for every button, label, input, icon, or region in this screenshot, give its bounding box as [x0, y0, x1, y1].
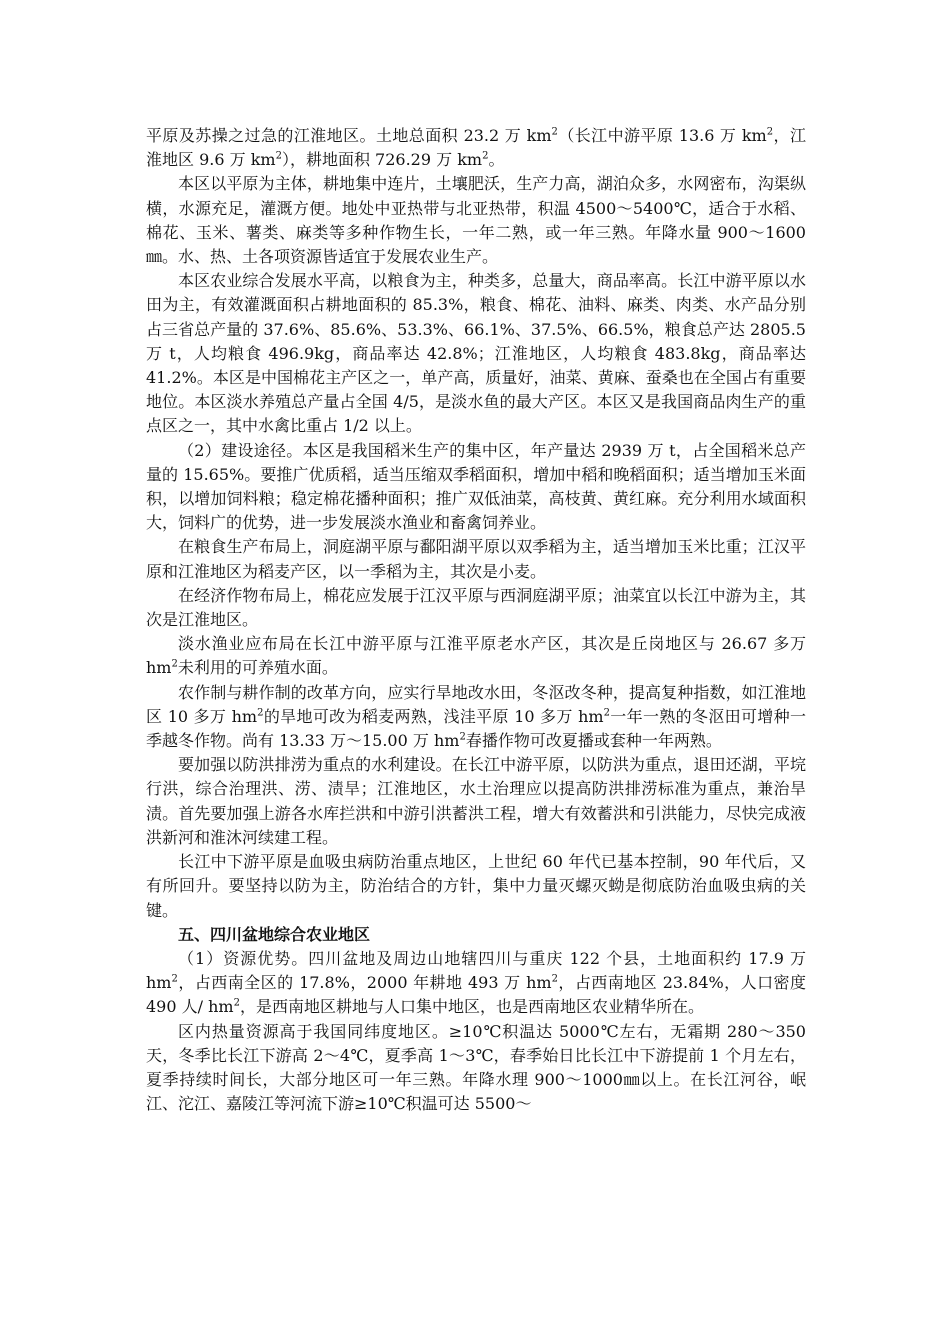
body-paragraph [146, 681, 806, 754]
superscript: 2 [603, 707, 610, 719]
text-fragment: 本区农业综合发展水平高，以粮食为主，种类多，总量大，商品率高。长江中游平原以水田为主，有效灌溉面积占耕地面积的 85.3%，粮食、棉花、油料、麻类、肉类、水产品分别占三省总产量的 37.6%、85.6%、53.3%、66.1%、37.5%、66.5%，粮食总产达 2805.5 万 t，人均粮食 496.9kg，商品率达 42.8%；江淮地区，人均粮食 483.8kg，商品率达 41.2%。本区是中国棉花主产区之一，单产高，质量好，油菜、黄麻、蚕桑也在全国占有重要地位。本区淡水养殖总产量占全国 4/5，是淡水鱼的最大产区。本区又是我国商品肉生产的重点区之一，其中水禽比重占 1/2 以上。 [146, 271, 806, 436]
body-paragraph [146, 632, 806, 680]
text-fragment: 长江中下游平原是血吸虫病防治重点地区，上世纪 60 年代已基本控制，90 年代后，又有所回升。要坚持以防为主，防治结合的方针，集中力量灭螺灭蚴是彻底防治血吸虫病的关键。 [146, 852, 806, 920]
text-fragment: 未利用的可养殖水面。 [177, 658, 338, 678]
text-fragment: （长江中游平原 13.6 万 km [557, 126, 767, 145]
text-fragment: 一年一熟的冬沤田可增种一季越冬作物。尚有 13.33 万～15.00 万 hm [146, 706, 806, 751]
body-paragraph [146, 584, 806, 632]
text-fragment: （2）建设途径。本区是我国稻米生产的集中区，年产量达 2939 万 t，占全国稻米总产量的 15.65%。要推广优质稻，适当压缩双季稻面积，增加中稻和晚稻面积；适当增加玉米面积，以增加饲料粮；稳定棉花播种面积；推广双低油菜，高枝黄、黄红麻。充分利用水域面积大，饲料广的优势，进一步发展淡水渔业和畜禽饲养业。 [146, 440, 806, 533]
text-fragment: ），耕地面积 726.29 万 km [281, 150, 483, 170]
body-paragraph [146, 269, 806, 438]
text-fragment: 要加强以防洪排涝为重点的水利建设。在长江中游平原，以防洪为重点，退田还湖，平垸行洪，综合治理洪、涝、渍旱；江淮地区，水土治理应以提高防洪排涝标准为重点，兼治旱渍。首先要加强上游各水库拦洪和中游引洪蓄洪工程，增大有效蓄洪和引洪能力，尽快完成液洪新河和淮沐河续建工程。 [146, 755, 806, 847]
superscript: 2 [275, 150, 282, 162]
superscript: 2 [551, 973, 558, 985]
text-fragment: ，占西南地区 23.84%，人口密度 490 人/ hm [146, 973, 806, 1017]
text-fragment: ，占西南全区的 17.8%，2000 年耕地 493 万 hm [177, 973, 552, 993]
body-paragraph [146, 850, 806, 923]
superscript: 2 [551, 126, 558, 138]
document-page [146, 124, 806, 1116]
text-fragment: 在经济作物布局上，棉花应发展于江汉平原与西洞庭湖平原；油菜宜以长江中游为主，其次是江淮地区。 [146, 585, 806, 630]
text-fragment: 五、四川盆地综合农业地区 [178, 924, 371, 944]
text-fragment: ，是西南地区耕地与人口集中地区，也是西南地区农业精华所在。 [239, 997, 704, 1017]
body-paragraph [146, 947, 806, 1020]
text-fragment: 本区以平原为主体，耕地集中连片，土壤肥沃，生产力高，湖泊众多，水网密布，沟渠纵横，水源充足，灌溉方便。地处中亚热带与北亚热带，积温 4500～5400℃，适合于水稻、棉花、玉米、薯类、麻类等多种作物生长，一年二熟，或一年三熟。年降水量 900～1600㎜。水、热、土各项资源皆适宜于发展农业生产。 [146, 174, 806, 267]
body-paragraph [146, 172, 806, 269]
section-heading [146, 923, 806, 947]
text-fragment: 在粮食生产布局上，洞庭湖平原与鄱阳湖平原以双季稻为主，适当增加玉米比重；江汉平原和江淮地区为稻麦产区，以一季稻为主，其次是小麦。 [146, 537, 806, 581]
text-fragment: 农作制与耕作制的改革方向，应实行旱地改水田，冬沤改冬种，提高复种指数，如江淮地区 10 多万 hm [146, 682, 806, 726]
text-fragment: ，江淮地区 9.6 万 km [146, 126, 806, 170]
text-fragment: 春播作物可改夏播或套种一年两熟。 [465, 731, 722, 751]
text-fragment: 平原及苏操之过急的江淮地区。土地总面积 23.2 万 km [146, 126, 552, 145]
superscript: 2 [171, 973, 178, 985]
text-fragment: 的旱地可改为稻麦两熟，浅洼平原 10 多万 hm [263, 706, 604, 726]
body-paragraph [146, 753, 806, 850]
superscript: 2 [257, 707, 264, 719]
body-paragraph [146, 535, 806, 583]
body-paragraph [146, 124, 806, 172]
text-fragment: 淡水渔业应布局在长江中游平原与江淮平原老水产区，其次是丘岗地区与 26.67 多万 hm [146, 634, 806, 678]
superscript: 2 [171, 659, 178, 671]
text-fragment: （1）资源优势。四川盆地及周边山地辖四川与重庆 122 个县，土地面积约 17.9 万 hm [146, 948, 806, 993]
superscript: 2 [233, 997, 240, 1009]
superscript: 2 [459, 731, 466, 743]
superscript: 2 [766, 126, 774, 138]
text-fragment: 区内热量资源高于我国同纬度地区。≥10℃积温达 5000℃左右，无霜期 280～350 天，冬季比长江下游高 2～4℃，夏季高 1～3℃，春季始日比长江中下游提前 1 个月左右，夏季持续时间长，大部分地区可一年三熟。年降水理 900～1000㎜以上。在长江河谷，岷江、沱江、嘉陵江等河流下游≥10℃积温可达 5500～ [146, 1021, 806, 1114]
text-fragment: 。 [488, 150, 505, 170]
body-paragraph [146, 1020, 806, 1117]
superscript: 2 [482, 150, 489, 162]
body-paragraph [146, 439, 806, 536]
